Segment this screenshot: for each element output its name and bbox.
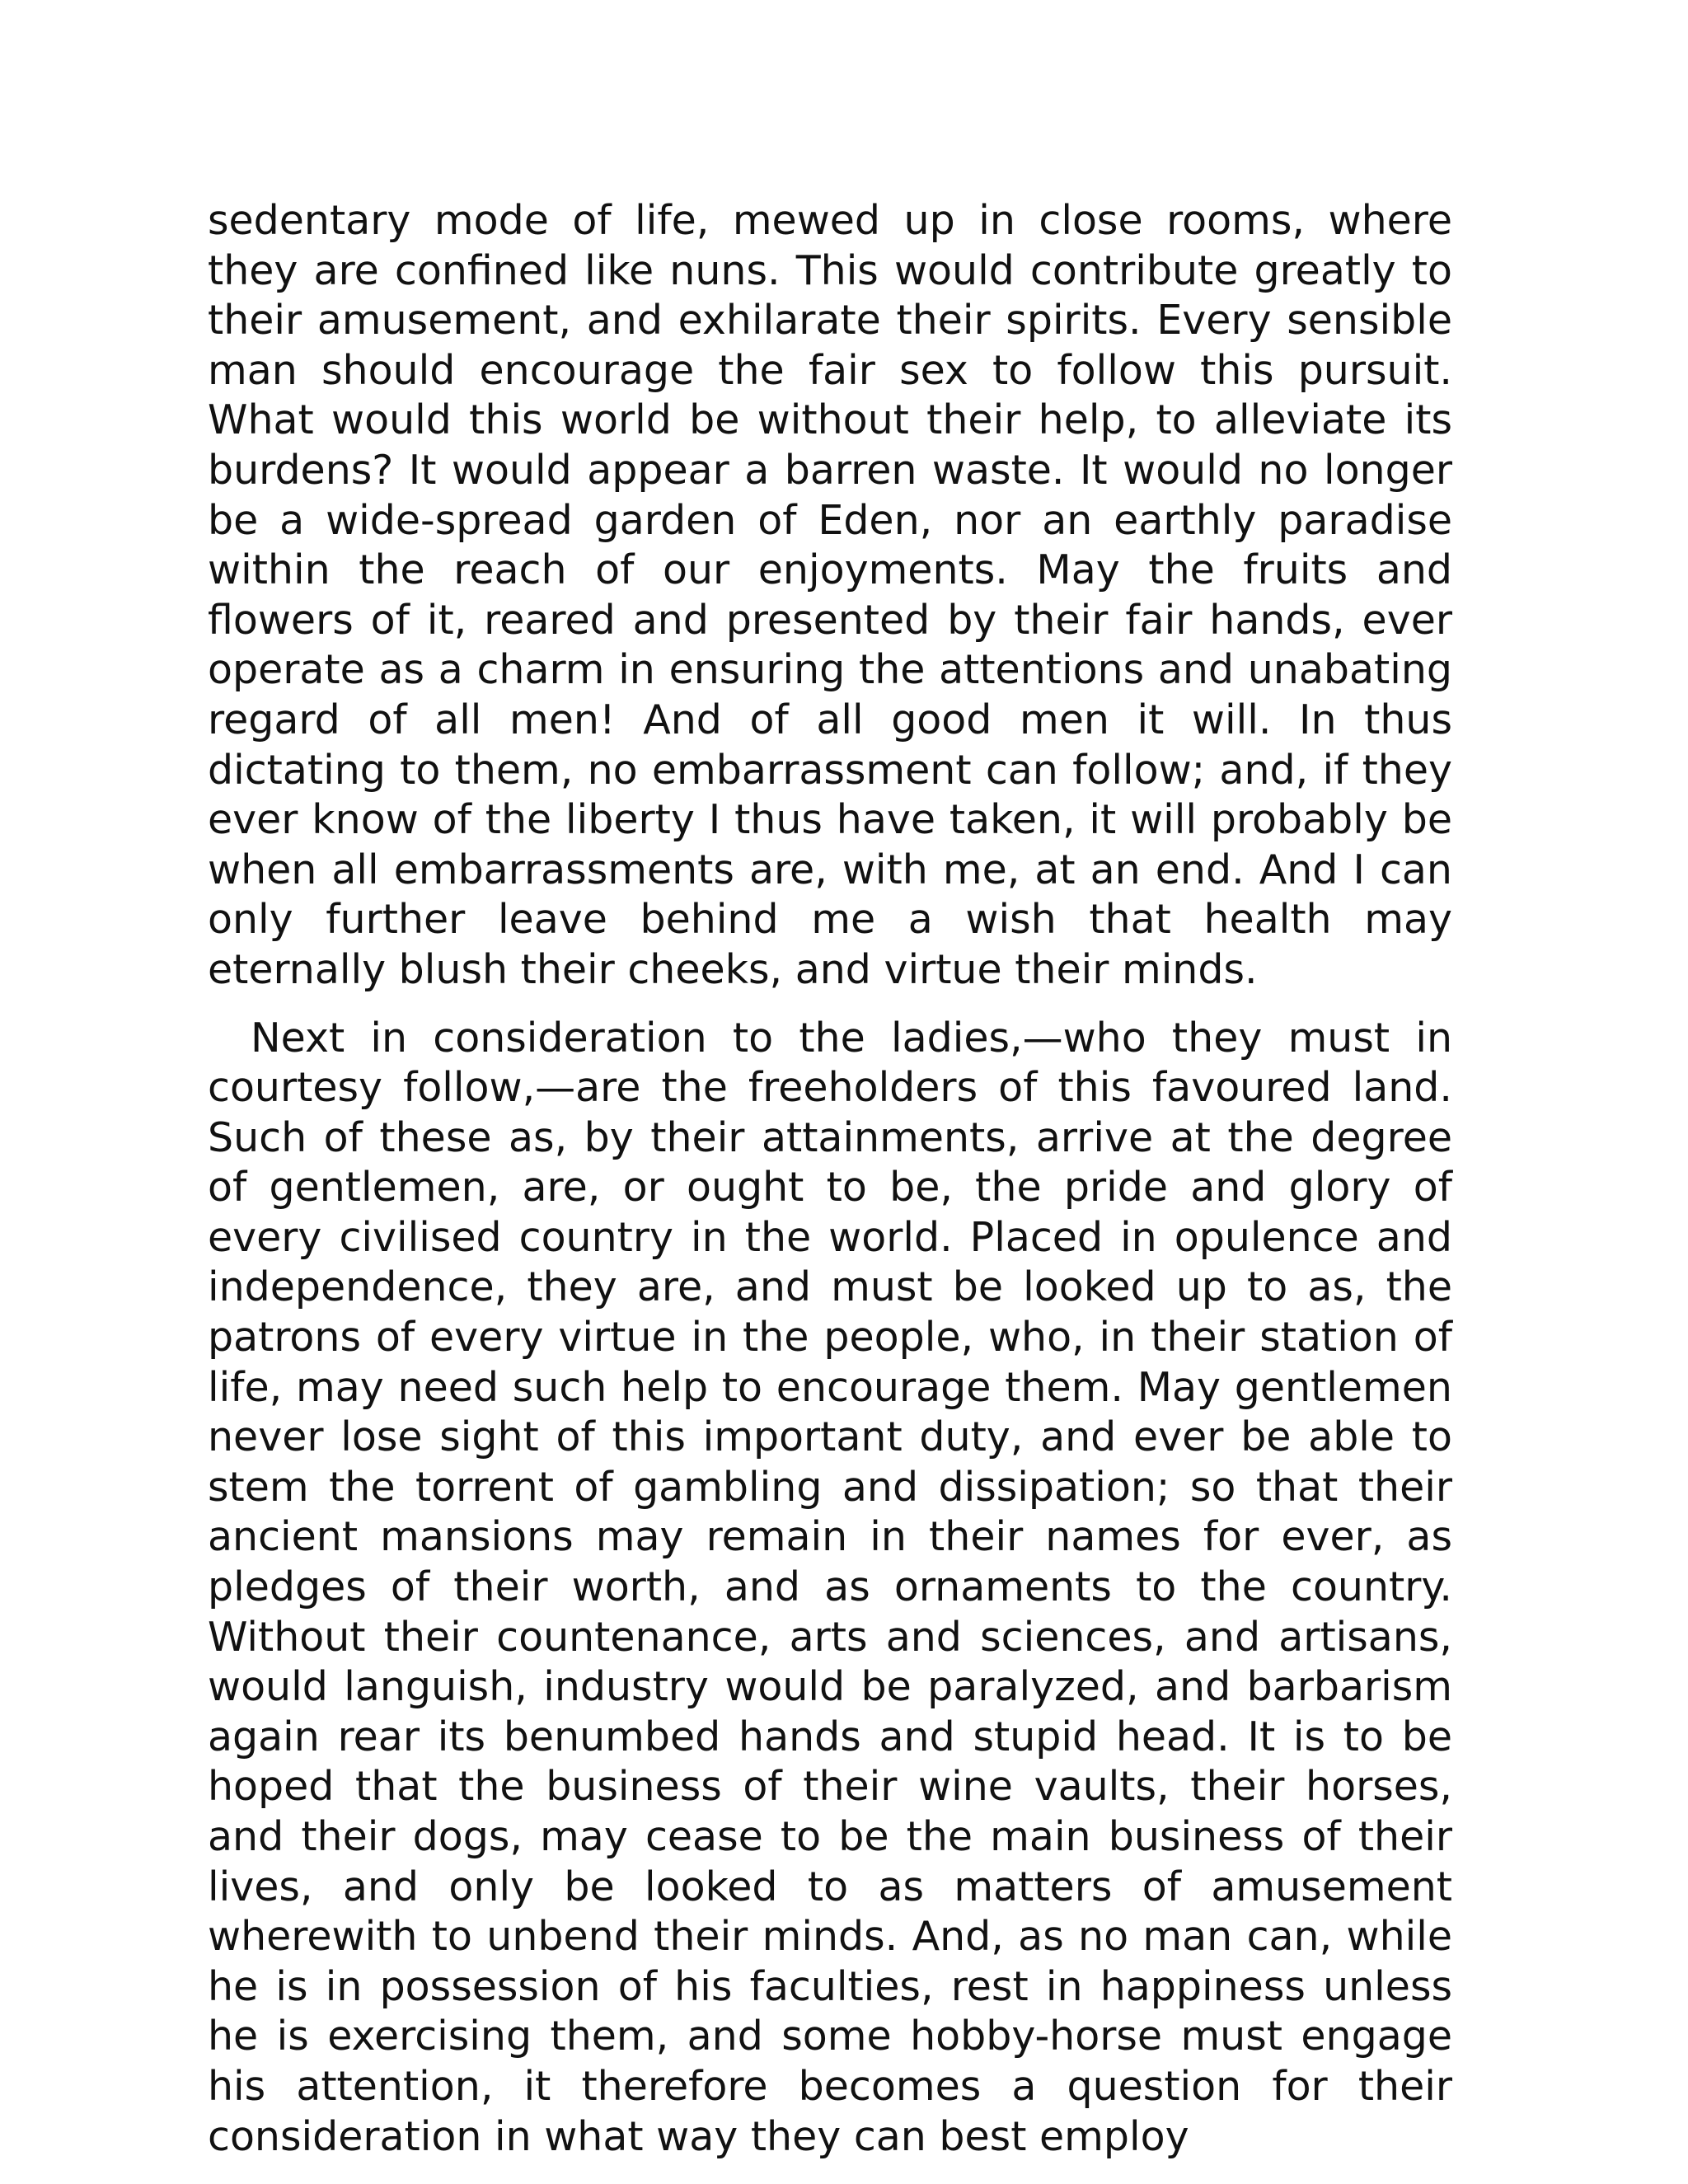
paragraph-1: sedentary mode of life, mewed up in close rooms, where they are confined like nuns. This would contribute greatly to their amusement, and exhilarate their spirits. Every sensible man should encourage the fair sex to follow this pursuit. What would this world be without their help, to alleviate its burdens? It would appear a barren waste. It would no longer be a wide-spread garden of Eden, nor an earthly paradise within the reach of our enjoyments. May the fruits and flowers of it, reared and presented by their fair hands, ever operate as a charm in ensuring the attentions and unabating regard of all men! And of all good men it will. In thus dictating to them, no embarrassment can follow; and, if they ever know of the liberty I thus have taken, it will probably be when all embarrassments are, with me, at an end. And I can only further leave behind me a wish that health may eternally blush their cheeks, and virtue their minds. [208,197,1452,993]
page-body [208,196,1452,2162]
paragraph-2: Next in consideration to the ladies,—who they must in courtesy follow,—are the freeholders of this favoured land. Such of these as, by their attainments, arrive at the degree of gentlemen, are, or ought to be, the pride and glory of every civilised country in the world. Placed in opulence and independence, they are, and must be looked up to as, the patrons of every virtue in the people, who, in their station of life, may need such help to encourage them. May gentlemen never lose sight of this important duty, and ever be able to stem the torrent of gambling and dissipation; so that their ancient mansions may remain in their names for ever, as pledges of their worth, and as ornaments to the country. Without their countenance, arts and sciences, and artisans, would languish, industry would be paralyzed, and barbarism again rear its benumbed hands and stupid head. It is to be hoped that the business of their wine vaults, their horses, and their dogs, may cease to be the main business of their lives, and only be looked to as matters of amusement wherewith to unbend their minds. And, as no man can, while he is in possession of his faculties, rest in happiness unless he is exercising them, and some hobby-horse must engage his attention, it therefore becomes a question for their consideration in what way they can best employ [208,1014,1452,2160]
